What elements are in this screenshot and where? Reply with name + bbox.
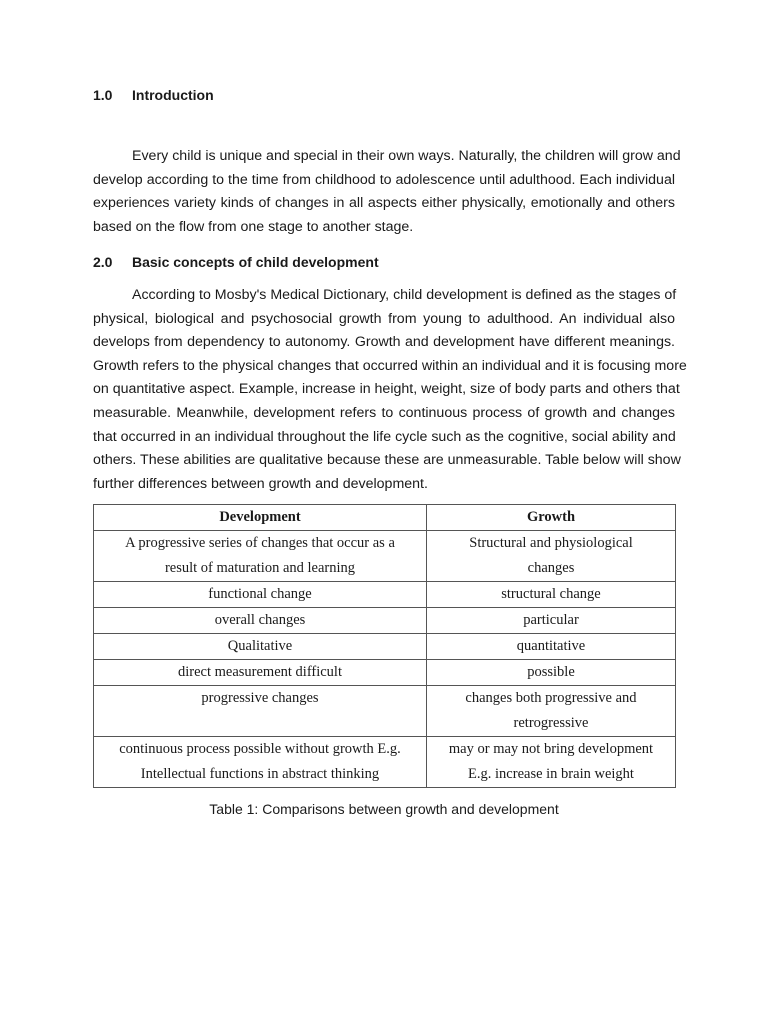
cell-line: Intellectual functions in abstract thinking <box>140 766 380 782</box>
cell-line: quantitative <box>516 638 586 654</box>
cell-line: retrogressive <box>513 715 589 731</box>
basic-concepts-paragraph <box>93 284 687 496</box>
table-row <box>94 608 676 634</box>
cell-line: particular <box>523 612 579 628</box>
development-cell <box>94 686 427 737</box>
text-line: others. These abilities are qualitative because these are unmeasurable. Table below will show <box>93 452 681 469</box>
text-line: Every child is unique and special in their own ways. Naturally, the children will grow and <box>132 148 681 164</box>
table-row <box>94 737 676 788</box>
growth-cell <box>427 737 676 788</box>
table-row <box>94 686 676 737</box>
text-line: develop according to the time from childhood to adolescence until adulthood. Each individual <box>93 171 675 188</box>
text-line: Growth refers to the physical changes that occurred within an individual and it is focusing more <box>93 357 687 374</box>
growth-cell <box>427 660 676 686</box>
section-title: Introduction <box>132 87 214 103</box>
header-growth: Growth <box>427 505 676 531</box>
table-header-row <box>94 505 676 531</box>
growth-cell <box>427 634 676 660</box>
growth-cell <box>427 608 676 634</box>
section-title: Basic concepts of child development <box>132 254 379 270</box>
comparison-table <box>93 504 676 788</box>
cell-line: continuous process possible without growth E.g. <box>119 741 401 757</box>
section-number: 1.0 <box>93 87 113 103</box>
cell-line: direct measurement difficult <box>177 664 342 680</box>
cell-line: structural change <box>501 586 601 602</box>
development-cell <box>94 582 427 608</box>
text-line: develops from dependency to autonomy. Growth and development have different meanings. <box>93 334 675 351</box>
cell-line: changes <box>527 560 575 576</box>
cell-line: A progressive series of changes that occur as a <box>125 535 395 551</box>
header-development: Development <box>94 505 427 531</box>
text-line: experiences variety kinds of changes in all aspects either physically, emotionally and others <box>93 195 675 212</box>
table-row <box>94 660 676 686</box>
cell-line: progressive changes <box>201 690 319 706</box>
text-line: further differences between growth and development. <box>93 475 428 492</box>
cell-line: overall changes <box>214 612 306 628</box>
cell-line: functional change <box>208 586 312 602</box>
text-line: on quantitative aspect. Example, increase in height, weight, size of body parts and others that <box>93 381 680 398</box>
introduction-paragraph <box>93 145 681 239</box>
text-line: based on the flow from one stage to another stage. <box>93 218 414 235</box>
cell-line: result of maturation and learning <box>164 560 356 576</box>
cell-line: changes both progressive and <box>465 690 637 706</box>
cell-line: Qualitative <box>227 638 293 654</box>
cell-line: E.g. increase in brain weight <box>468 766 634 782</box>
development-cell <box>94 737 427 788</box>
text-line: According to Mosby's Medical Dictionary, child development is defined as the stages of <box>132 287 677 303</box>
development-cell <box>94 608 427 634</box>
cell-line: possible <box>527 664 575 680</box>
section-heading-basic-concepts <box>93 254 379 270</box>
cell-line: may or may not bring development <box>448 741 654 757</box>
section-heading-introduction <box>93 87 214 103</box>
section-number: 2.0 <box>93 254 113 270</box>
growth-cell <box>427 582 676 608</box>
growth-cell <box>427 531 676 582</box>
table-row <box>94 582 676 608</box>
text-line: physical, biological and psychosocial growth from young to adulthood. An individual also <box>93 310 675 327</box>
development-cell <box>94 660 427 686</box>
development-cell <box>94 531 427 582</box>
cell-line: Structural and physiological <box>469 535 633 551</box>
table-row <box>94 531 676 582</box>
text-line: measurable. Meanwhile, development refers to continuous process of growth and changes <box>93 404 675 421</box>
table-row <box>94 634 676 660</box>
development-cell <box>94 634 427 660</box>
text-line: that occurred in an individual throughout the life cycle such as the cognitive, social ability and <box>93 428 676 445</box>
table-caption: Table 1: Comparisons between growth and development <box>209 801 559 817</box>
growth-cell <box>427 686 676 737</box>
